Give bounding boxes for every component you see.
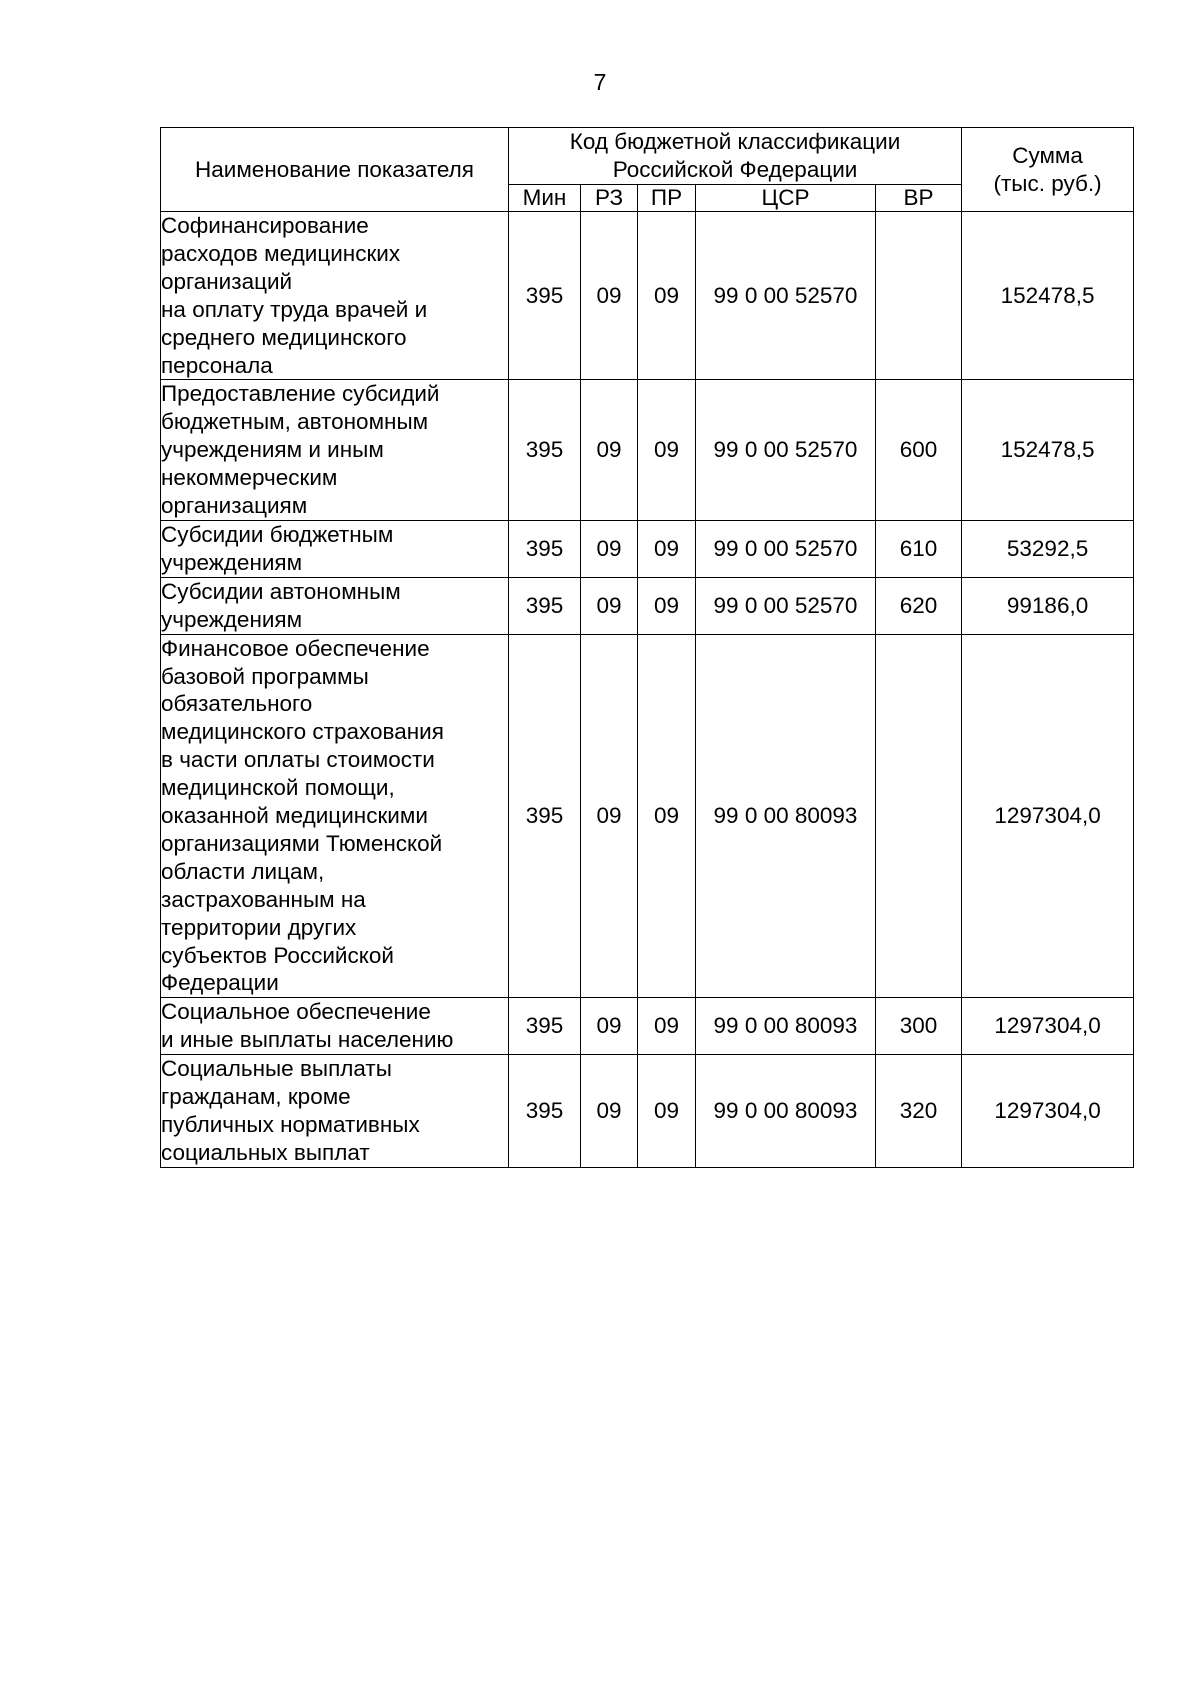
row-name-line: организациям bbox=[161, 493, 308, 519]
cell-min: 395 bbox=[509, 998, 581, 1055]
row-name-line: медицинской помощи, bbox=[161, 775, 395, 801]
cell-min: 395 bbox=[509, 577, 581, 634]
row-name-line: Софинансирование bbox=[161, 213, 369, 238]
row-name-line: застрахованным на bbox=[161, 886, 366, 912]
cell-sum: 152478,5 bbox=[962, 212, 1134, 380]
cell-vr: 600 bbox=[876, 380, 962, 521]
cell-sum: 99186,0 bbox=[962, 577, 1134, 634]
table-row bbox=[161, 634, 1134, 998]
row-name bbox=[161, 998, 509, 1055]
cell-pr: 09 bbox=[638, 634, 696, 998]
cell-pr: 09 bbox=[638, 380, 696, 521]
row-name-line: Предоставление субсидий bbox=[161, 381, 440, 407]
row-name-line: социальных выплат bbox=[161, 1139, 370, 1165]
cell-pr: 09 bbox=[638, 998, 696, 1055]
row-name-line: субъектов Российской bbox=[161, 942, 394, 968]
cell-csr: 99 0 00 52570 bbox=[696, 520, 876, 577]
row-name-line: Субсидии бюджетным bbox=[161, 521, 394, 547]
cell-min: 395 bbox=[509, 634, 581, 998]
row-name-line: медицинского страхования bbox=[161, 719, 444, 745]
header-rz: РЗ bbox=[581, 185, 638, 212]
header-code-line-2: Российской Федерации bbox=[612, 157, 858, 182]
row-name-line: Социальные выплаты bbox=[161, 1056, 392, 1082]
cell-csr: 99 0 00 52570 bbox=[696, 212, 876, 380]
header-min: Мин bbox=[509, 185, 581, 212]
table-row bbox=[161, 577, 1134, 634]
row-name-line: обязательного bbox=[161, 691, 313, 717]
cell-sum: 1297304,0 bbox=[962, 1055, 1134, 1168]
cell-sum: 1297304,0 bbox=[962, 998, 1134, 1055]
cell-rz: 09 bbox=[581, 1055, 638, 1168]
row-name bbox=[161, 1055, 509, 1168]
row-name-line: гражданам, кроме bbox=[161, 1084, 351, 1110]
cell-pr: 09 bbox=[638, 577, 696, 634]
cell-vr: 320 bbox=[876, 1055, 962, 1168]
header-csr: ЦСР bbox=[696, 185, 876, 212]
table-row bbox=[161, 380, 1134, 521]
row-name-line: среднего медицинского bbox=[161, 324, 407, 350]
cell-vr bbox=[876, 634, 962, 998]
row-name-line: публичных нормативных bbox=[161, 1112, 420, 1137]
row-name-line: некоммерческим bbox=[161, 465, 338, 491]
row-name-line: Финансовое обеспечение bbox=[161, 635, 430, 661]
cell-min: 395 bbox=[509, 212, 581, 380]
table-row bbox=[161, 1055, 1134, 1168]
cell-csr: 99 0 00 52570 bbox=[696, 577, 876, 634]
cell-min: 395 bbox=[509, 520, 581, 577]
cell-vr: 300 bbox=[876, 998, 962, 1055]
cell-min: 395 bbox=[509, 1055, 581, 1168]
table-body bbox=[161, 212, 1134, 1168]
row-name-line: территории других bbox=[161, 914, 357, 940]
row-name bbox=[161, 634, 509, 998]
row-name-line: расходов медицинских bbox=[161, 240, 401, 266]
row-name-line: учреждениям и иным bbox=[161, 437, 384, 463]
cell-pr: 09 bbox=[638, 520, 696, 577]
row-name bbox=[161, 520, 509, 577]
budget-table bbox=[160, 127, 1134, 1168]
cell-rz: 09 bbox=[581, 998, 638, 1055]
row-name-line: оказанной медицинскими bbox=[161, 803, 428, 829]
header-sum-line-1: Сумма bbox=[1012, 142, 1083, 168]
row-name-line: Социальное обеспечение bbox=[161, 999, 431, 1025]
cell-vr: 610 bbox=[876, 520, 962, 577]
row-name-line: организаций bbox=[161, 268, 293, 294]
table-row bbox=[161, 998, 1134, 1055]
row-name-line: в части оплаты стоимости bbox=[161, 747, 435, 773]
row-name-line: персонала bbox=[161, 352, 273, 378]
cell-csr: 99 0 00 80093 bbox=[696, 998, 876, 1055]
cell-rz: 09 bbox=[581, 212, 638, 380]
header-code-group bbox=[509, 128, 962, 185]
table-row bbox=[161, 212, 1134, 380]
row-name-line: Субсидии автономным bbox=[161, 578, 401, 604]
cell-pr: 09 bbox=[638, 212, 696, 380]
header-vr: ВР bbox=[876, 185, 962, 212]
cell-csr: 99 0 00 80093 bbox=[696, 634, 876, 998]
cell-rz: 09 bbox=[581, 577, 638, 634]
cell-rz: 09 bbox=[581, 520, 638, 577]
header-sum-line-2: (тыс. руб.) bbox=[993, 170, 1102, 196]
header-name: Наименование показателя bbox=[161, 128, 509, 212]
cell-min: 395 bbox=[509, 380, 581, 521]
row-name-line: бюджетным, автономным bbox=[161, 409, 429, 435]
cell-pr: 09 bbox=[638, 1055, 696, 1168]
row-name-line: базовой программы bbox=[161, 663, 369, 689]
row-name-line: Федерации bbox=[161, 970, 279, 996]
cell-csr: 99 0 00 52570 bbox=[696, 380, 876, 521]
header-code-line-1: Код бюджетной классификации bbox=[569, 129, 901, 155]
row-name-line: области лицам, bbox=[161, 858, 325, 884]
row-name bbox=[161, 577, 509, 634]
cell-rz: 09 bbox=[581, 380, 638, 521]
row-name-line: и иные выплаты населению bbox=[161, 1027, 454, 1053]
table-row bbox=[161, 520, 1134, 577]
cell-csr: 99 0 00 80093 bbox=[696, 1055, 876, 1168]
cell-sum: 53292,5 bbox=[962, 520, 1134, 577]
row-name-line: организациями Тюменской bbox=[161, 830, 443, 856]
cell-vr: 620 bbox=[876, 577, 962, 634]
cell-vr bbox=[876, 212, 962, 380]
cell-sum: 152478,5 bbox=[962, 380, 1134, 521]
row-name bbox=[161, 212, 509, 380]
row-name-line: учреждениям bbox=[161, 606, 303, 632]
row-name-line: учреждениям bbox=[161, 549, 303, 575]
cell-sum: 1297304,0 bbox=[962, 634, 1134, 998]
row-name bbox=[161, 380, 509, 521]
row-name-line: на оплату труда врачей и bbox=[161, 296, 428, 322]
header-pr: ПР bbox=[638, 185, 696, 212]
header-sum bbox=[962, 128, 1134, 212]
table-header bbox=[161, 128, 1134, 212]
cell-rz: 09 bbox=[581, 634, 638, 998]
page-number: 7 bbox=[593, 69, 607, 95]
